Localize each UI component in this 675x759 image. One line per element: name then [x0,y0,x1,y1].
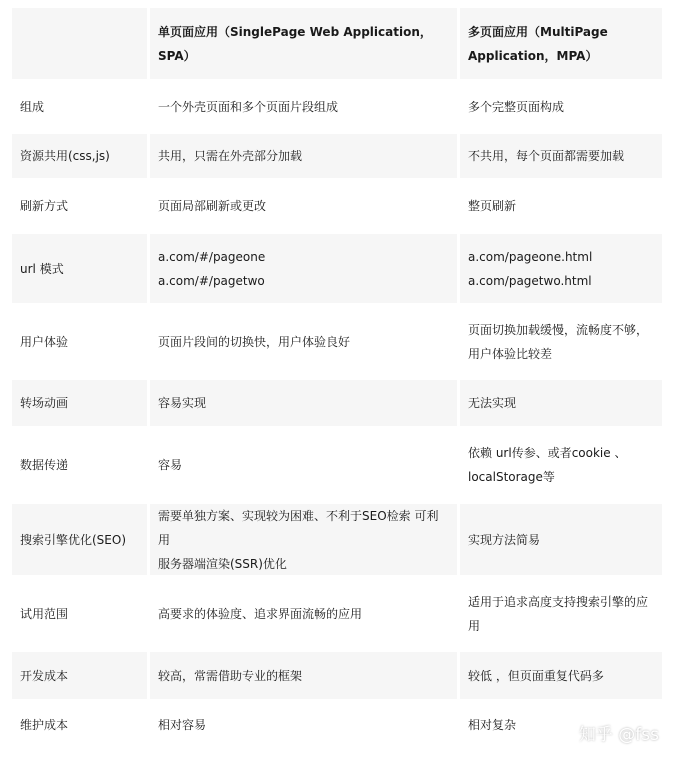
header-cell-mpa: 多页面应用（MultiPage Application，MPA） [468,24,608,63]
table-row [12,652,662,702]
mpa-cell: 页面切换加载缓慢，流畅度不够， 用户体验比较差 [468,322,649,361]
mpa-cell: 依赖 url传参、或者cookie 、 localStorage等 [468,446,627,484]
mpa-cell: 相对复杂 [468,717,517,732]
row-label: 刷新方式 [12,181,150,231]
spa-cell: 较高，常需借助专业的框架 [150,652,460,699]
row-label: 搜索引擎优化(SEO) [12,504,150,575]
mpa-cell: 无法实现 [468,396,517,410]
spa-cell: 一个外壳页面和多个页面片段组成 [150,82,460,131]
table-header-row [12,8,662,82]
table-row [12,429,662,504]
row-label: 资源共用(css,js) [12,134,150,178]
mpa-cell: 不共用，每个页面都需要加载 [468,149,625,163]
spa-cell: 容易 [150,429,460,501]
spa-cell: 高要求的体验度、追求界面流畅的应用 [150,578,460,649]
table-row [12,82,662,134]
mpa-cell: 适用于追求高度支持搜索引擎的应 用 [468,594,649,633]
spa-cell: a.com/#/pageone a.com/#/pagetwo [150,234,460,303]
table-row [12,181,662,234]
mpa-cell: 实现方法简易 [468,532,541,547]
header-cell-spa: 单页面应用（SinglePage Web Application，SPA） [150,8,460,79]
row-label: 开发成本 [12,652,150,699]
spa-cell: 页面局部刷新或更改 [150,181,460,231]
header-cell-label [12,8,150,79]
mpa-cell: 较低 ，但页面重复代码多 [468,668,604,683]
zhihu-watermark: 知乎 @fss [578,725,659,745]
spa-cell: 需要单独方案、实现较为困难、不利于SEO检索 可利用 服务器端渲染(SSR)优化 [150,504,460,575]
spa-cell: 页面片段间的切换快，用户体验良好 [150,306,460,377]
table-row [12,134,662,181]
spa-cell: 容易实现 [150,380,460,426]
row-label: 数据传递 [12,429,150,501]
table-row [12,504,662,578]
table-row [12,702,662,750]
row-label: 用户体验 [12,306,150,377]
spa-cell: 共用，只需在外壳部分加载 [150,134,460,178]
mpa-cell: 多个完整页面构成 [468,99,565,114]
table-row [12,578,662,652]
row-label: 组成 [12,82,150,131]
table-row [12,306,662,380]
mpa-cell: 整页刷新 [468,199,517,213]
row-label: 试用范围 [12,578,150,649]
comparison-table [12,8,662,750]
row-label: url 模式 [12,234,150,303]
mpa-cell: a.com/pageone.html a.com/pagetwo.html [468,249,593,288]
table-row [12,234,662,306]
row-label: 转场动画 [12,380,150,426]
row-label: 维护成本 [12,702,150,747]
spa-cell: 相对容易 [150,702,460,747]
table-row [12,380,662,429]
